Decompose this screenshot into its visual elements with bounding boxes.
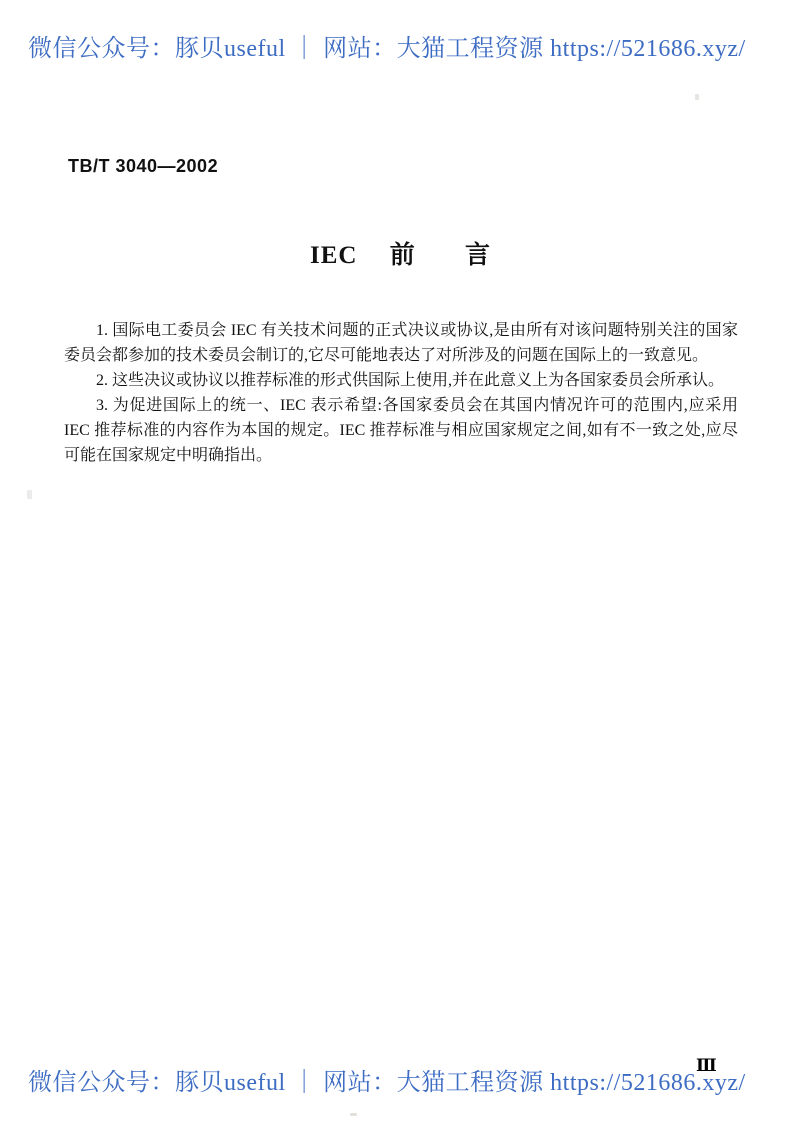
watermark-bottom: 微信公众号：豚贝useful ｜ 网站：大猫工程资源 https://521686.xyz/ <box>28 1070 746 1096</box>
watermark-top: 微信公众号：豚贝useful ｜ 网站：大猫工程资源 https://521686.xyz/ <box>28 36 746 62</box>
scan-artifact <box>350 1113 357 1116</box>
page-number: Ⅲ <box>696 1056 717 1075</box>
title-cn-char1: 前 <box>389 241 415 269</box>
scan-artifact <box>27 490 32 499</box>
page-title <box>0 240 800 271</box>
standard-number: TB/T 3040—2002 <box>68 156 219 176</box>
foreword-body <box>64 318 738 468</box>
foreword-paragraph-3: 3. 为促进国际上的统一、IEC 表示希望:各国家委员会在其国内情况许可的范围内,应采用 IEC 推荐标准的内容作为本国的规定。IEC 推荐标准与相应国家规定之间,如有不一致之处,应尽可能在国家规定中明确指出。 <box>64 397 738 464</box>
foreword-paragraph-2: 2. 这些决议或协议以推荐标准的形式供国际上使用,并在此意义上为各国家委员会所承认。 <box>96 372 725 389</box>
scan-artifact <box>695 94 699 100</box>
title-iec-text: IEC <box>310 242 358 269</box>
title-cn-char2: 言 <box>464 241 490 269</box>
foreword-paragraph-1: 1. 国际电工委员会 IEC 有关技术问题的正式决议或协议,是由所有对该问题特别关注的国家委员会都参加的技术委员会制订的,它尽可能地表达了对所涉及的问题在国际上的一致意见。 <box>64 322 738 364</box>
